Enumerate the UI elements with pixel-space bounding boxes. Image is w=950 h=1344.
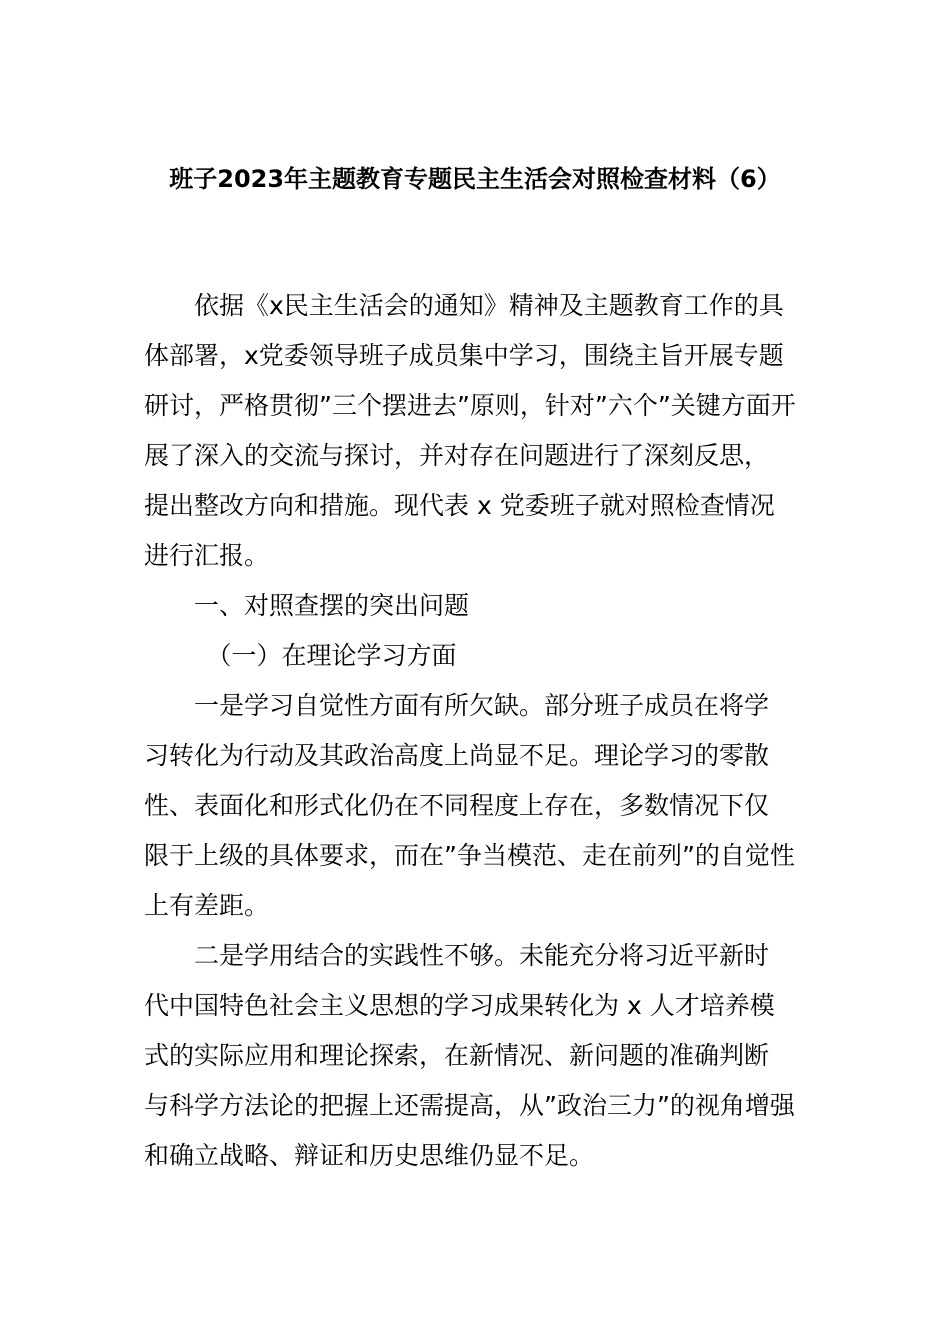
intro-paragraph: 依据《x民主生活会的通知》精神及主题教育工作的具 体部署，x党委领导班子成员集中学习，围绕主旨开展专题 研讨，严格贯彻”三个摆进去”原则，针对”六个”关键方面开 展了深入的交流与探讨，并对存在问题进行了深刻反思， 提出整改方向和措施。现代表 x 党委班子就对照检查情况 进行汇报。 <box>144 291 796 570</box>
subsection-heading: （一）在理论学习方面 <box>206 641 457 670</box>
problem-paragraph-2: 二是学用结合的实践性不够。未能充分将习近平新时 代中国特色社会主义思想的学习成果转化为 x 人才培养模 式的实际应用和理论探索，在新情况、新问题的准确判断 与科学方法论的把握上还需提高，从”政治三力”的视角增强 和确立战略、辩证和历史思维仍显不足。 <box>144 941 795 1170</box>
section-heading: 一、对照查摆的突出问题 <box>194 591 470 620</box>
problem-paragraph-1: 一是学习自觉性方面有所欠缺。部分班子成员在将学 习转化为行动及其政治高度上尚显不足。理论学习的零散 性、表面化和形式化仍在不同程度上存在，多数情况下仅 限于上级的具体要求，而在”争当模范、走在前列”的自觉性 上有差距。 <box>144 691 795 920</box>
document-body <box>144 281 808 1181</box>
document-title: 班子2023年主题教育专题民主生活会对照检查材料（6） <box>169 165 781 193</box>
